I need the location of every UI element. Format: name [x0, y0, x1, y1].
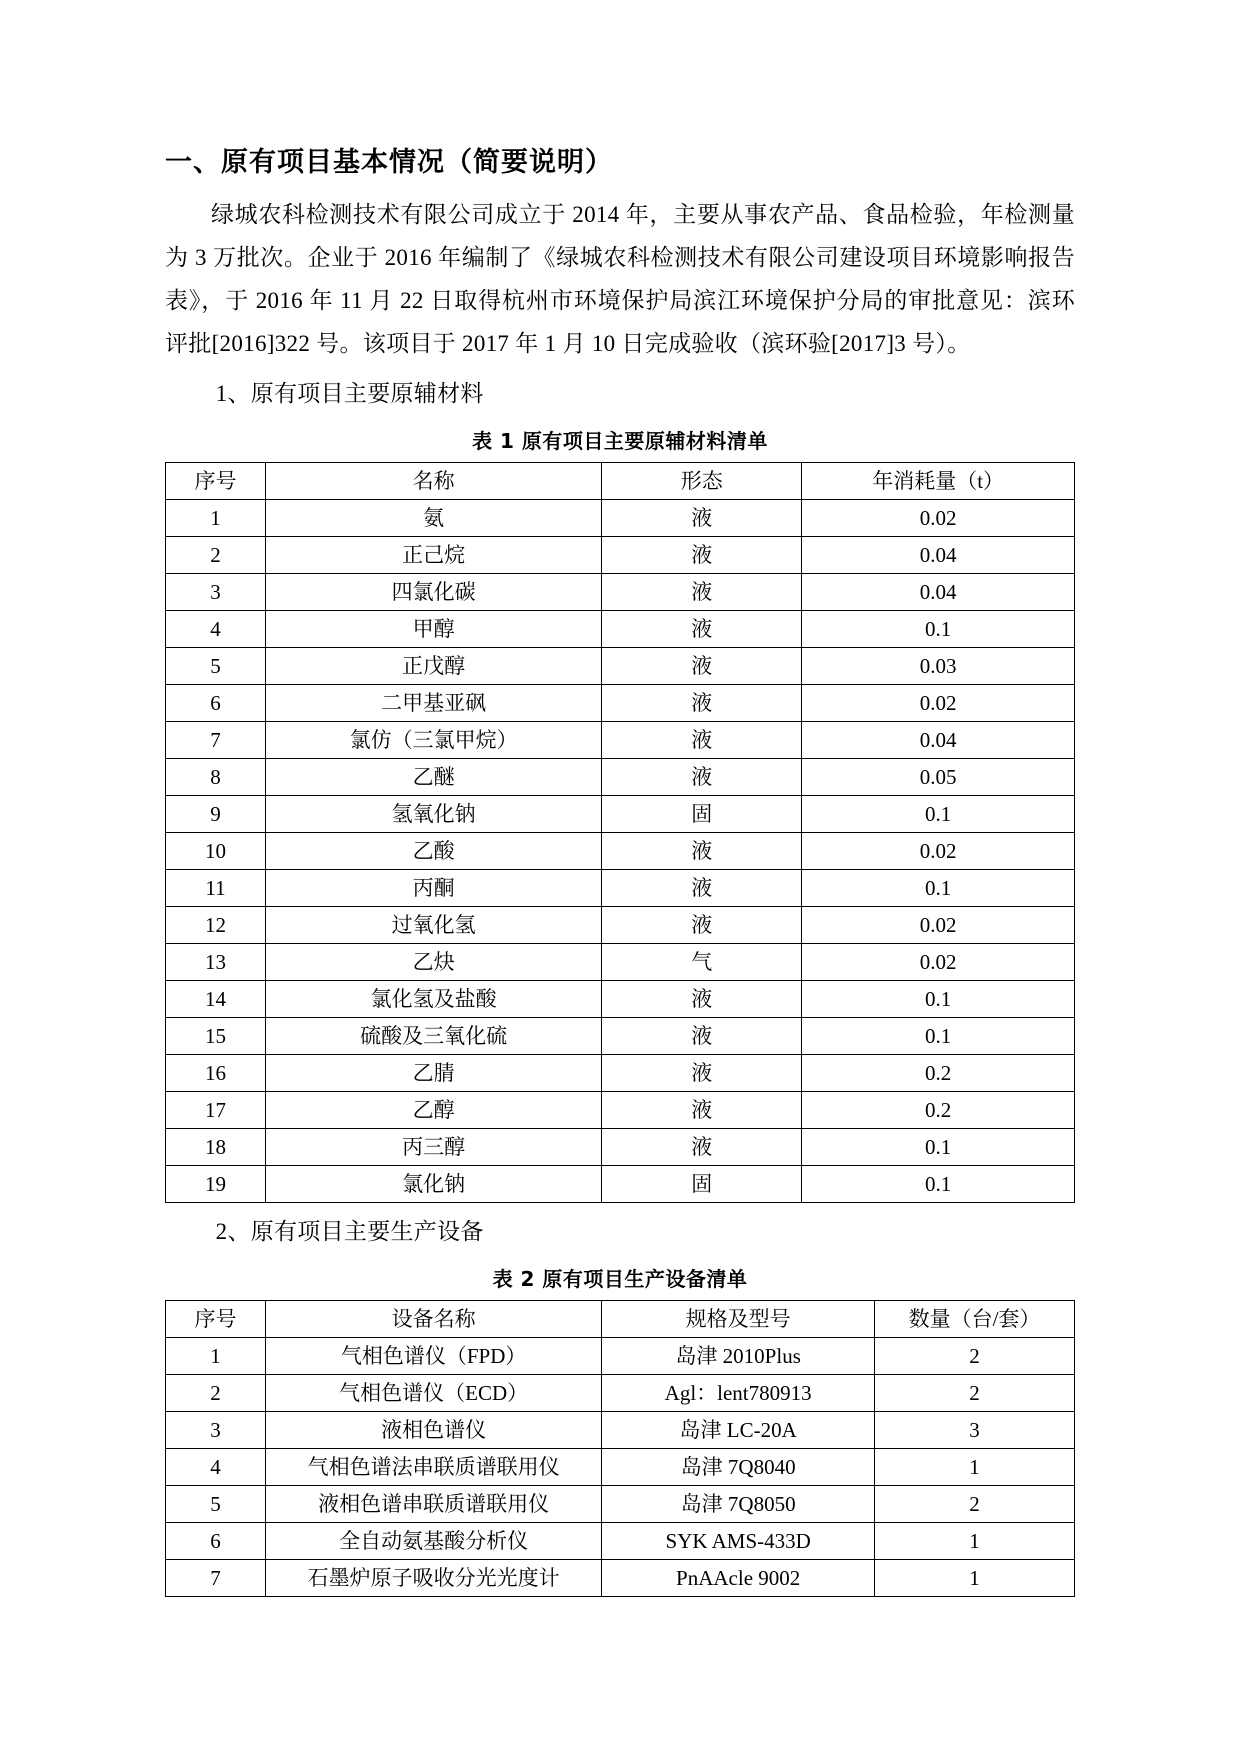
table1-cell: 氯化钠: [265, 1166, 601, 1203]
table2-cell: 5: [166, 1486, 266, 1523]
table2-cell: 1: [875, 1449, 1075, 1486]
table2-cell: 气相色谱法串联质谱联用仪: [265, 1449, 601, 1486]
table1-cell: 0.02: [802, 500, 1075, 537]
table2-cell: 液相色谱仪: [265, 1412, 601, 1449]
table-row: [166, 796, 1075, 833]
table1-cell: 0.2: [802, 1055, 1075, 1092]
table1-cell: 液: [602, 611, 802, 648]
table1-header-cell: 年消耗量（t）: [802, 463, 1075, 500]
table2-cell: 2: [875, 1486, 1075, 1523]
table1-cell: 氨: [265, 500, 601, 537]
table2-cell: 6: [166, 1523, 266, 1560]
table1-cell: 14: [166, 981, 266, 1018]
table1-cell: 硫酸及三氧化硫: [265, 1018, 601, 1055]
table1-cell: 气: [602, 944, 802, 981]
table1-caption: 表 1 原有项目主要原辅材料清单: [472, 429, 768, 453]
table1-cell: 液: [602, 500, 802, 537]
table1-cell: 0.05: [802, 759, 1075, 796]
paragraph-project-overview: 绿城农科检测技术有限公司成立于 2014 年，主要从事农产品、食品检验，年检测量为 3 万批次。企业于 2016 年编制了《绿城农科检测技术有限公司建设项目环境影响报告表》，于 2016 年 11 月 22 日取得杭州市环境保护局滨江环境保护分局的审批意见：滨环评批[2016]322 号。该项目于 2017 年 1 月 10 日完成验收（滨环验[2017]3 号）。: [165, 202, 1075, 356]
table2-header-cell: 数量（台/套）: [875, 1301, 1075, 1338]
table-row: [166, 1166, 1075, 1203]
table-row: [166, 1018, 1075, 1055]
table1-cell: 正戊醇: [265, 648, 601, 685]
table1-cell: 二甲基亚砜: [265, 685, 601, 722]
table-row: [166, 574, 1075, 611]
table-row: [166, 1449, 1075, 1486]
table-row: [166, 648, 1075, 685]
table-row: [166, 685, 1075, 722]
table1-cell: 乙炔: [265, 944, 601, 981]
table1-cell: 0.02: [802, 833, 1075, 870]
table1-cell: 氯化氢及盐酸: [265, 981, 601, 1018]
table2-cell: Agl：lent780913: [602, 1375, 875, 1412]
table1-cell: 0.02: [802, 685, 1075, 722]
table1-cell: 液: [602, 1055, 802, 1092]
table-row: [166, 722, 1075, 759]
table1-cell: 15: [166, 1018, 266, 1055]
table2-header-cell: 设备名称: [265, 1301, 601, 1338]
table2-caption: 表 2 原有项目生产设备清单: [492, 1267, 748, 1291]
table1-cell: 液: [602, 870, 802, 907]
table2-cell: 2: [166, 1375, 266, 1412]
table2-cell: PnAAcle 9002: [602, 1560, 875, 1597]
table-row: [166, 944, 1075, 981]
table1-cell: 0.1: [802, 611, 1075, 648]
table1-cell: 正己烷: [265, 537, 601, 574]
table2-cell: 岛津 7Q8040: [602, 1449, 875, 1486]
table-row: [166, 537, 1075, 574]
table2-cell: 7: [166, 1560, 266, 1597]
table1-cell: 10: [166, 833, 266, 870]
table1-cell: 1: [166, 500, 266, 537]
table1-cell: 9: [166, 796, 266, 833]
table1-cell: 3: [166, 574, 266, 611]
table2-cell: 1: [166, 1338, 266, 1375]
subsection-production-equipment: 2、原有项目主要生产设备: [215, 1219, 484, 1244]
table1-cell: 乙醚: [265, 759, 601, 796]
table1-cell: 5: [166, 648, 266, 685]
table1-cell: 液: [602, 537, 802, 574]
table2-cell: 2: [875, 1375, 1075, 1412]
table2-cell: 1: [875, 1560, 1075, 1597]
table2-cell: 3: [875, 1412, 1075, 1449]
table1-cell: 0.1: [802, 981, 1075, 1018]
table-row: [166, 611, 1075, 648]
table1-cell: 0.1: [802, 870, 1075, 907]
table2-cell: 气相色谱仪（ECD）: [265, 1375, 601, 1412]
table2-header-cell: 规格及型号: [602, 1301, 875, 1338]
table-header-row: [166, 1301, 1075, 1338]
table2-header-cell: 序号: [166, 1301, 266, 1338]
table1-cell: 固: [602, 796, 802, 833]
table1-cell: 液: [602, 1129, 802, 1166]
table1-cell: 7: [166, 722, 266, 759]
table1-cell: 8: [166, 759, 266, 796]
table1-cell: 氢氧化钠: [265, 796, 601, 833]
table-row: [166, 1412, 1075, 1449]
table-production-equipment: [165, 1300, 1075, 1597]
table1-header-cell: 形态: [602, 463, 802, 500]
table2-cell: SYK AMS-433D: [602, 1523, 875, 1560]
table-header-row: [166, 463, 1075, 500]
table1-cell: 液: [602, 981, 802, 1018]
table2-cell: 全自动氨基酸分析仪: [265, 1523, 601, 1560]
subsection-raw-materials: 1、原有项目主要原辅材料: [215, 381, 484, 406]
table1-cell: 16: [166, 1055, 266, 1092]
table1-cell: 液: [602, 907, 802, 944]
table1-cell: 0.1: [802, 1166, 1075, 1203]
table2-cell: 2: [875, 1338, 1075, 1375]
table1-cell: 0.2: [802, 1092, 1075, 1129]
table2-cell: 岛津 2010Plus: [602, 1338, 875, 1375]
table1-cell: 6: [166, 685, 266, 722]
table1-cell: 0.1: [802, 1129, 1075, 1166]
page-title: 一、原有项目基本情况（简要说明）: [165, 147, 613, 178]
table2-cell: 4: [166, 1449, 266, 1486]
table1-cell: 19: [166, 1166, 266, 1203]
table-raw-materials: [165, 462, 1075, 1203]
table1-cell: 液: [602, 1092, 802, 1129]
table1-cell: 0.04: [802, 722, 1075, 759]
table1-cell: 0.02: [802, 944, 1075, 981]
table2-cell: 岛津 LC-20A: [602, 1412, 875, 1449]
table1-cell: 丙酮: [265, 870, 601, 907]
table1-cell: 11: [166, 870, 266, 907]
table1-cell: 液: [602, 574, 802, 611]
table1-cell: 四氯化碳: [265, 574, 601, 611]
table-row: [166, 1055, 1075, 1092]
table1-cell: 18: [166, 1129, 266, 1166]
table2-cell: 岛津 7Q8050: [602, 1486, 875, 1523]
table1-cell: 乙腈: [265, 1055, 601, 1092]
table1-cell: 液: [602, 833, 802, 870]
table1-cell: 2: [166, 537, 266, 574]
table1-cell: 氯仿（三氯甲烷）: [265, 722, 601, 759]
table-row: [166, 1338, 1075, 1375]
table1-cell: 丙三醇: [265, 1129, 601, 1166]
table-row: [166, 1560, 1075, 1597]
table2-cell: 1: [875, 1523, 1075, 1560]
table-row: [166, 1523, 1075, 1560]
table1-cell: 13: [166, 944, 266, 981]
table1-cell: 0.03: [802, 648, 1075, 685]
table-row: [166, 1129, 1075, 1166]
table1-cell: 液: [602, 685, 802, 722]
table-row: [166, 500, 1075, 537]
table-row: [166, 870, 1075, 907]
table2-cell: 液相色谱串联质谱联用仪: [265, 1486, 601, 1523]
table1-cell: 固: [602, 1166, 802, 1203]
table-row: [166, 833, 1075, 870]
table1-cell: 甲醇: [265, 611, 601, 648]
table-row: [166, 981, 1075, 1018]
table1-cell: 液: [602, 722, 802, 759]
table-row: [166, 759, 1075, 796]
table1-cell: 0.02: [802, 907, 1075, 944]
table1-cell: 4: [166, 611, 266, 648]
table1-cell: 0.1: [802, 796, 1075, 833]
table1-cell: 17: [166, 1092, 266, 1129]
table1-cell: 过氧化氢: [265, 907, 601, 944]
table1-cell: 0.04: [802, 537, 1075, 574]
table1-header-cell: 序号: [166, 463, 266, 500]
table1-cell: 0.1: [802, 1018, 1075, 1055]
table1-cell: 液: [602, 1018, 802, 1055]
table1-cell: 乙醇: [265, 1092, 601, 1129]
table1-header-cell: 名称: [265, 463, 601, 500]
table1-cell: 0.04: [802, 574, 1075, 611]
table2-cell: 3: [166, 1412, 266, 1449]
table1-cell: 液: [602, 759, 802, 796]
table2-cell: 气相色谱仪（FPD）: [265, 1338, 601, 1375]
table-row: [166, 1375, 1075, 1412]
table-row: [166, 1092, 1075, 1129]
table-row: [166, 907, 1075, 944]
table2-cell: 石墨炉原子吸收分光光度计: [265, 1560, 601, 1597]
table1-cell: 液: [602, 648, 802, 685]
table1-cell: 12: [166, 907, 266, 944]
table-row: [166, 1486, 1075, 1523]
table1-cell: 乙酸: [265, 833, 601, 870]
